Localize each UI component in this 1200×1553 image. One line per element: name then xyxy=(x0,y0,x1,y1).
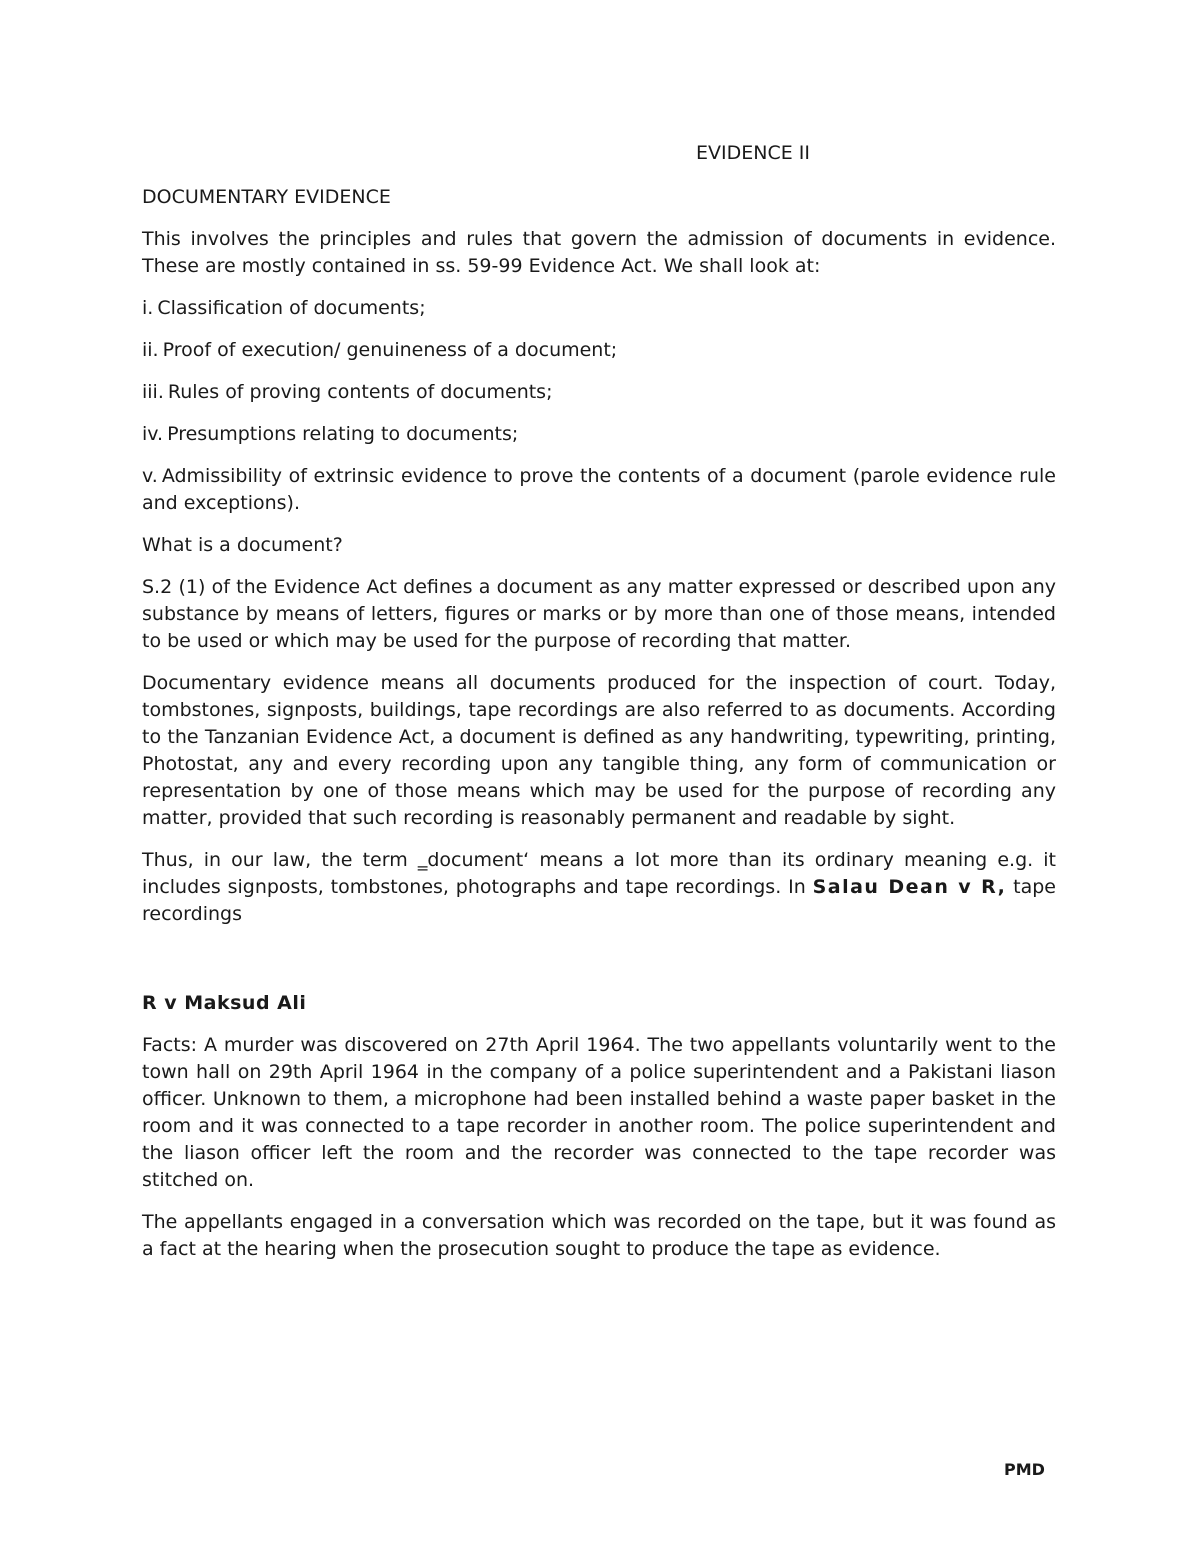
case-reference: Salau Dean v R, xyxy=(812,876,1007,898)
list-item xyxy=(142,421,1056,448)
definition-paragraph: S.2 (1) of the Evidence Act defines a document as any matter expressed or described upon any substance by means of letters, figures or marks or by more than one of those means, intended to be used or which may be used for the purpose of recording that matter. xyxy=(142,576,1056,652)
list-item xyxy=(142,463,1056,517)
facts-paragraph-continued: The appellants engaged in a conversation which was recorded on the tape, but it was found as a fact at the hearing when the prosecution sought to produce the tape as evidence. xyxy=(142,1211,1056,1260)
list-item xyxy=(142,337,1056,364)
list-item-text: Proof of execution/ genuineness of a document; xyxy=(162,339,618,361)
document-body xyxy=(142,184,1056,1278)
case-reference-tail: tape recordings xyxy=(142,876,1056,925)
thus-paragraph xyxy=(142,847,1056,928)
list-item-number: iv. xyxy=(142,423,164,445)
list-item-text: Rules of proving contents of documents; xyxy=(167,381,553,403)
section-heading: DOCUMENTARY EVIDENCE xyxy=(142,186,391,208)
list-item-number: ii. xyxy=(142,339,159,361)
thus-text: Thus, in our law, the term ‗document‘ means a lot more than its ordinary meaning e.g. it includes signposts, tombstones, photographs and tape recordings. In xyxy=(142,849,1056,898)
list-item-text: Presumptions relating to documents; xyxy=(167,423,519,445)
list-item xyxy=(142,295,1056,322)
document-title: EVIDENCE II xyxy=(696,142,810,164)
list-item-text: Admissibility of extrinsic evidence to prove the contents of a document (parole evidence rule and exceptions). xyxy=(142,465,1056,514)
list-item-number: i. xyxy=(142,297,154,319)
facts-paragraph: Facts: A murder was discovered on 27th April 1964. The two appellants voluntarily went to the town hall on 29th April 1964 in the company of a police superintendent and a Pakistani liason officer. Unknown to them, a microphone had been installed behind a waste paper basket in the room and it was connected to a tape recorder in another room. The police superintendent and the liason officer left the room and the recorder was connected to the tape recorder was stitched on. xyxy=(142,1034,1056,1191)
list-item-number: iii. xyxy=(142,381,164,403)
page-footer: PMD xyxy=(1004,1460,1045,1479)
list-item xyxy=(142,379,1056,406)
intro-paragraph: This involves the principles and rules that govern the admission of documents in evidence. These are mostly contained in ss. 59-99 Evidence Act. We shall look at: xyxy=(142,228,1056,277)
list-item-number: v. xyxy=(142,465,158,487)
documentary-evidence-paragraph: Documentary evidence means all documents produced for the inspection of court. Today, tombstones, signposts, buildings, tape recordings are also referred to as documents. According to the Tanzanian Evidence Act, a document is defined as any handwriting, typewriting, printing, Photostat, any and every recording upon any tangible thing, any form of communication or representation by one of those means which may be used for the purpose of recording any matter, provided that such recording is reasonably permanent and readable by sight. xyxy=(142,672,1056,829)
spacer xyxy=(142,943,1056,990)
question-paragraph: What is a document? xyxy=(142,534,343,556)
list-item-text: Classification of documents; xyxy=(157,297,426,319)
case-heading: R v Maksud Ali xyxy=(142,992,307,1014)
